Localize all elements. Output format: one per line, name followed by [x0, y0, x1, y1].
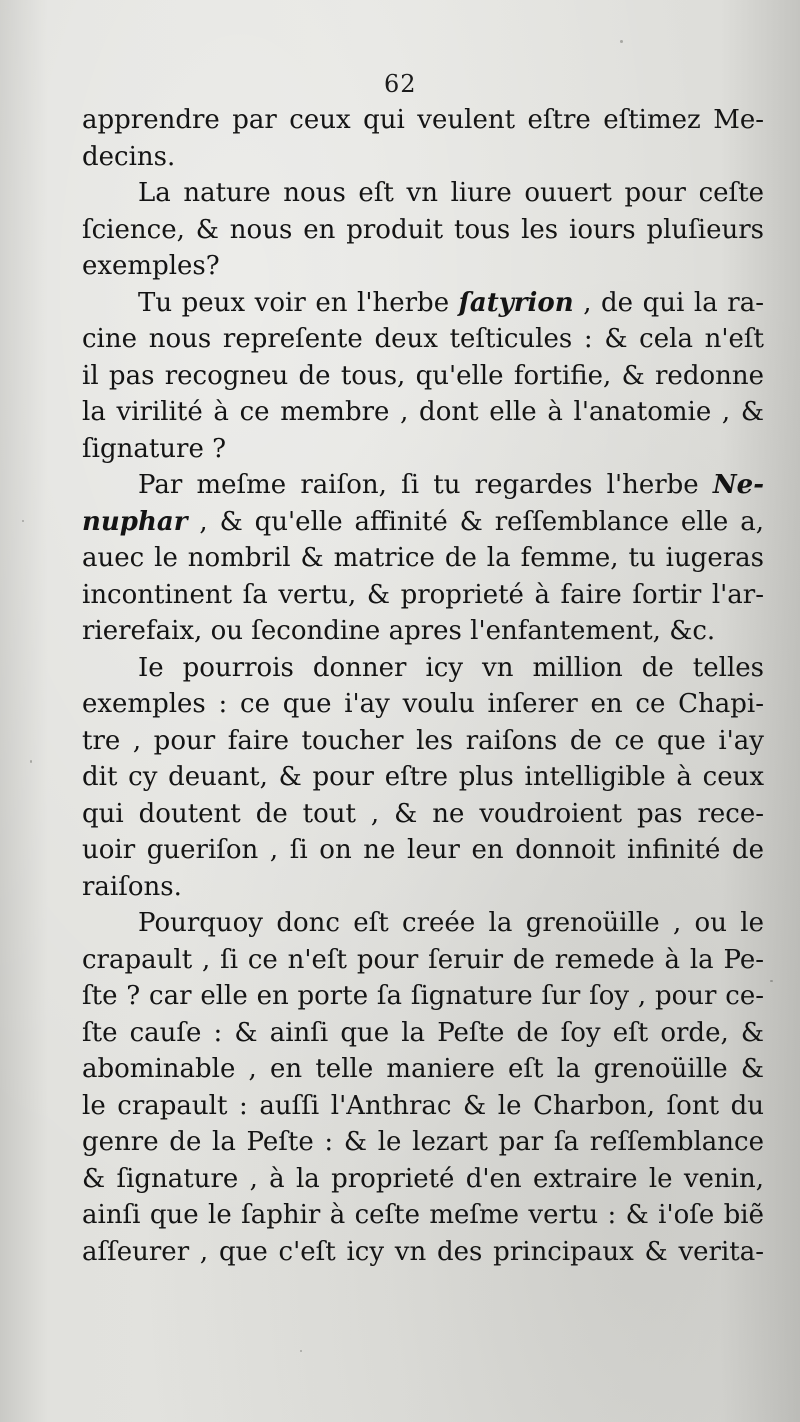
page-number: 62: [384, 70, 417, 98]
text-line: [82, 905, 764, 942]
text-line: [82, 1015, 764, 1052]
text-line: [82, 358, 764, 395]
text-segment: ſte ? car elle en porte ſa ſignature ſur ſoy , pour ce-: [82, 981, 764, 1011]
text-segment: ſignature ?: [82, 433, 227, 464]
text-line: [82, 504, 764, 541]
text-segment: Par meſme raiſon, ſi tu regardes l'herbe: [138, 470, 713, 500]
text-segment: crapault , ſi ce n'eſt pour ſeruir de remede à la Pe-: [82, 944, 764, 975]
text-line: [82, 869, 764, 906]
paper-speck: [620, 40, 623, 43]
text-line: [82, 285, 764, 322]
text-segment: & ſignature , à la proprieté d'en extraire le venin,: [82, 1163, 764, 1194]
text-line: [82, 1197, 764, 1234]
paper-speck: [30, 760, 32, 763]
text-line: [82, 978, 764, 1015]
text-segment: dit cy deuant, & pour eſtre plus intelligible à ceux: [82, 762, 764, 792]
text-line: [82, 759, 764, 796]
text-segment: cine nous repreſente deux teſticules : & cela n'eſt: [82, 324, 764, 354]
text-line: [82, 1124, 764, 1161]
text-segment: apprendre par ceux qui veulent eſtre eſtimez Me-: [82, 105, 764, 135]
paper-speck: [22, 520, 24, 522]
text-segment: qui doutent de tout , & ne voudroient pas rece-: [82, 798, 764, 829]
text-line: [82, 394, 764, 431]
text-line: [82, 613, 764, 650]
italic-term: nuphar: [82, 506, 188, 537]
text-line: [82, 175, 764, 212]
text-line: [82, 1051, 764, 1088]
text-segment: genre de la Peſte : & le lezart par ſa reſſemblance: [82, 1127, 764, 1157]
text-segment: uoir gueriſon , ſi on ne leur en donnoit infinité de: [82, 835, 764, 865]
text-line: [82, 102, 764, 139]
text-segment: le crapault : auſſi l'Anthrac & le Charbon, ſont du: [82, 1090, 764, 1121]
paper-speck: [770, 980, 773, 982]
text-line: [82, 212, 764, 249]
text-line: [82, 832, 764, 869]
text-segment: raiſons.: [82, 871, 182, 902]
text-line: [82, 1088, 764, 1125]
text-line: [82, 577, 764, 614]
text-line: [82, 540, 764, 577]
text-segment: Pourquoy donc eſt creée la grenoüille , ou le: [138, 908, 764, 938]
text-line: [82, 650, 764, 687]
text-segment: decins.: [82, 141, 176, 172]
text-line: [82, 1234, 764, 1271]
text-segment: tre , pour faire toucher les raiſons de ce que i'ay: [82, 725, 764, 756]
text-segment: Tu peux voir en l'herbe: [138, 287, 459, 318]
text-segment: ſte cauſe : & ainſi que la Peſte de ſoy eſt orde, &: [82, 1017, 764, 1048]
text-line: [82, 248, 764, 285]
text-line: [82, 796, 764, 833]
text-line: [82, 431, 764, 468]
text-line: [82, 1161, 764, 1198]
italic-term: ſatyrion: [458, 287, 574, 318]
text-segment: incontinent ſa vertu, & proprieté à faire ſortir l'ar-: [82, 579, 764, 610]
text-segment: , & qu'elle affinité & reſſemblance elle a,: [187, 506, 764, 537]
text-line: [82, 686, 764, 723]
text-segment: rierefaix, ou ſecondine apres l'enfantement, &c.: [82, 616, 716, 646]
text-segment: , de qui la ra-: [573, 287, 764, 318]
text-segment: auec le nombril & matrice de la femme, tu iugeras: [82, 543, 764, 573]
text-segment: La nature nous eſt vn liure ouuert pour ceſte: [138, 178, 764, 208]
text-segment: aſſeurer , que c'eſt icy vn des principaux & verita-: [82, 1236, 764, 1267]
text-segment: il pas recogneu de tous, qu'elle fortifie, & redonne: [82, 360, 764, 391]
text-line: [82, 723, 764, 760]
text-line: [82, 139, 764, 176]
text-segment: Ie pourrois donner icy vn million de telles: [138, 652, 764, 683]
text-line: [82, 321, 764, 358]
text-segment: exemples : ce que i'ay voulu inſerer en ce Chapi-: [82, 689, 764, 719]
text-segment: ainſi que le ſaphir à ceſte meſme vertu : & i'oſe biẽ: [82, 1200, 764, 1230]
body-text: [82, 102, 764, 1270]
paper-speck: [300, 1350, 302, 1352]
text-segment: la virilité à ce membre , dont elle à l'anatomie , &: [82, 397, 764, 427]
text-segment: abominable , en telle maniere eſt la grenoüille &: [82, 1054, 764, 1084]
text-line: [82, 467, 764, 504]
text-segment: exemples?: [82, 251, 220, 281]
text-line: [82, 942, 764, 979]
text-segment: ſcience, & nous en produit tous les iours pluſieurs: [82, 214, 764, 245]
italic-term: Ne-: [712, 470, 764, 500]
